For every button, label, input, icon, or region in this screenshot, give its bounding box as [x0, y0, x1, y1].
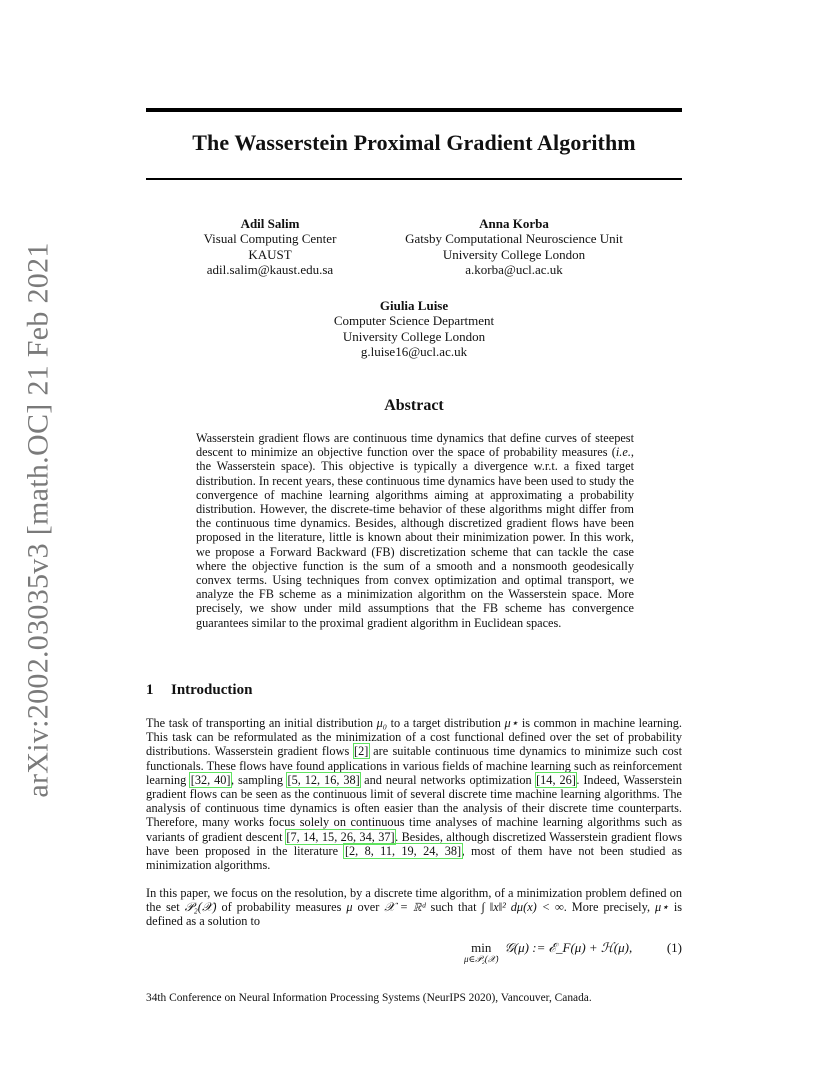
equation-number: (1): [666, 940, 682, 955]
text-run: are suitable continuous time dynamics to minimize such cost functionals. These flows have found applications in various fields of machine learning such as reinforcement learning: [146, 744, 683, 787]
author-affiliation: KAUST: [248, 246, 292, 262]
text-run: over: [352, 900, 385, 915]
arxiv-watermark: [16, 242, 62, 798]
author-affiliation: University College London: [442, 246, 586, 262]
paper-title: The Wasserstein Proximal Gradient Algorithm: [192, 130, 636, 155]
author-email[interactable]: a.korba@ucl.ac.uk: [465, 262, 563, 278]
intro-paragraph-2: [146, 886, 682, 929]
citation-link[interactable]: [14, 26]: [536, 772, 576, 787]
text-run: such that: [425, 900, 482, 915]
citation-link[interactable]: [2, 8, 11, 19, 24, 38]: [344, 843, 462, 858]
citation-link[interactable]: [7, 14, 15, 26, 34, 37]: [286, 829, 395, 844]
author-affiliation: University College London: [342, 328, 486, 344]
author-email[interactable]: adil.salim@kaust.edu.sa: [206, 262, 334, 278]
intro-paragraph-1: [146, 716, 682, 872]
author-block-1: [180, 216, 360, 278]
author-email[interactable]: g.luise16@ucl.ac.uk: [360, 344, 468, 360]
math-inline: ∫ ‖x‖² dμ(x) < ∞: [481, 900, 564, 915]
citation-link[interactable]: [5, 12, 16, 38]: [287, 772, 360, 787]
author-affiliation: Computer Science Department: [333, 313, 495, 329]
text-run: , sampling: [231, 772, 288, 787]
title-rule-top: [146, 108, 682, 112]
text-run: , most of them have not been studied as minimization algorithms.: [146, 843, 682, 873]
citation-link[interactable]: [2]: [354, 744, 369, 759]
text-run: to a target distribution: [387, 716, 505, 730]
title-rule-bottom: [146, 178, 682, 180]
equation-min-operator: [464, 940, 499, 965]
text-run: In this paper, we focus on the resolution, by a discrete time algorithm, of a minimization problem defined on the set: [146, 886, 682, 915]
citation-link[interactable]: [32, 40]: [190, 772, 231, 787]
author-block-2: [384, 216, 644, 278]
equation-body: [464, 940, 632, 965]
author-name: Anna Korba: [479, 216, 549, 231]
text-run: is common in machine learning. This task can be reformulated as the minimization of a cost functional defined over the set of probability distributions. Wasserstein gradient flows: [146, 716, 682, 759]
abstract-part: , the Wasserstein space). This objective is typically a divergence w.r.t. a fixed target distribution. In recent years, these continuous time dynamics have been used to study the convergence of machine learning algorithms aiming at approximating a probability distribution. However, the discrete-time behavior of these algorithms might differ from the continuous time dynamics. Besides, although discretized gradient flows have been proposed in the literature, little is known about their minimization power. In this work, we propose a Forward Backward (FB) discretization scheme that can tackle the case where the objective function is the sum of a smooth and a nonsmooth geodesically convex terms. Using techniques from convex optimization and optimal transport, we analyze the FB scheme as a minimization algorithm on the Wasserstein space. More precisely, we show under mild assumptions that the FB scheme has convergence guarantees similar to the proximal gradient algorithm in Euclidean spaces.: [196, 445, 634, 630]
arxiv-id: arXiv:2002.03035v3 [math.OC] 21 Feb 2021: [22, 242, 55, 798]
author-affiliation: Gatsby Computational Neuroscience Unit: [405, 231, 623, 247]
min-op: min: [471, 940, 492, 955]
section-number: 1: [146, 682, 154, 698]
equation-rhs: 𝒢(μ) := ℰ_F(μ) + ℋ(μ),: [504, 940, 633, 955]
text-run: The task of transporting an initial distribution: [146, 716, 377, 730]
conference-footer: 34th Conference on Neural Information Processing Systems (NeurIPS 2020), Vancouver, Canada.: [146, 992, 592, 1004]
text-run: and neural networks optimization: [360, 772, 536, 787]
math-inline: μ⋆: [654, 900, 669, 915]
author-affiliation: Visual Computing Center: [203, 231, 337, 247]
math-inline: 𝒫₂(𝒳): [184, 900, 217, 915]
author-block-3: [294, 298, 534, 360]
author-name: Adil Salim: [240, 216, 300, 231]
equation-1: [146, 940, 682, 970]
math-inline: μ₀: [376, 716, 388, 730]
author-name: Giulia Luise: [379, 298, 449, 313]
text-run: . Besides, although discretized Wasserstein gradient flows have been proposed in the literature: [146, 829, 682, 858]
math-inline: μ: [346, 900, 353, 915]
abstract-text: [196, 431, 634, 630]
abstract-part: Wasserstein gradient flows are continuous time dynamics that define curves of steepest descent to minimize an objective function over the space of probability measures (: [196, 431, 634, 460]
abstract-heading: Abstract: [384, 397, 444, 414]
math-inline: μ⋆: [504, 716, 519, 730]
min-subscript: μ∈𝒫₂(𝒳): [464, 954, 499, 964]
section-title: Introduction: [171, 682, 253, 698]
text-run: . More precisely,: [563, 900, 655, 915]
section-heading: [146, 682, 252, 699]
math-inline: 𝒳 = ℝᵈ: [384, 900, 426, 915]
text-run: of probability measures: [216, 900, 347, 915]
abstract-ie: i.e.: [615, 445, 631, 460]
text-run: . Indeed, Wasserstein gradient flows can be seen as the continuous limit of several discrete time machine learning algorithms. The analysis of continuous time dynamics is often easier than the analysis of their discrete time counterparts. Therefore, many works focus solely on continuous time analyses of machine learning algorithms such as variants of gradient descent: [146, 772, 682, 844]
text-run: is defined as a solution to: [146, 900, 683, 929]
